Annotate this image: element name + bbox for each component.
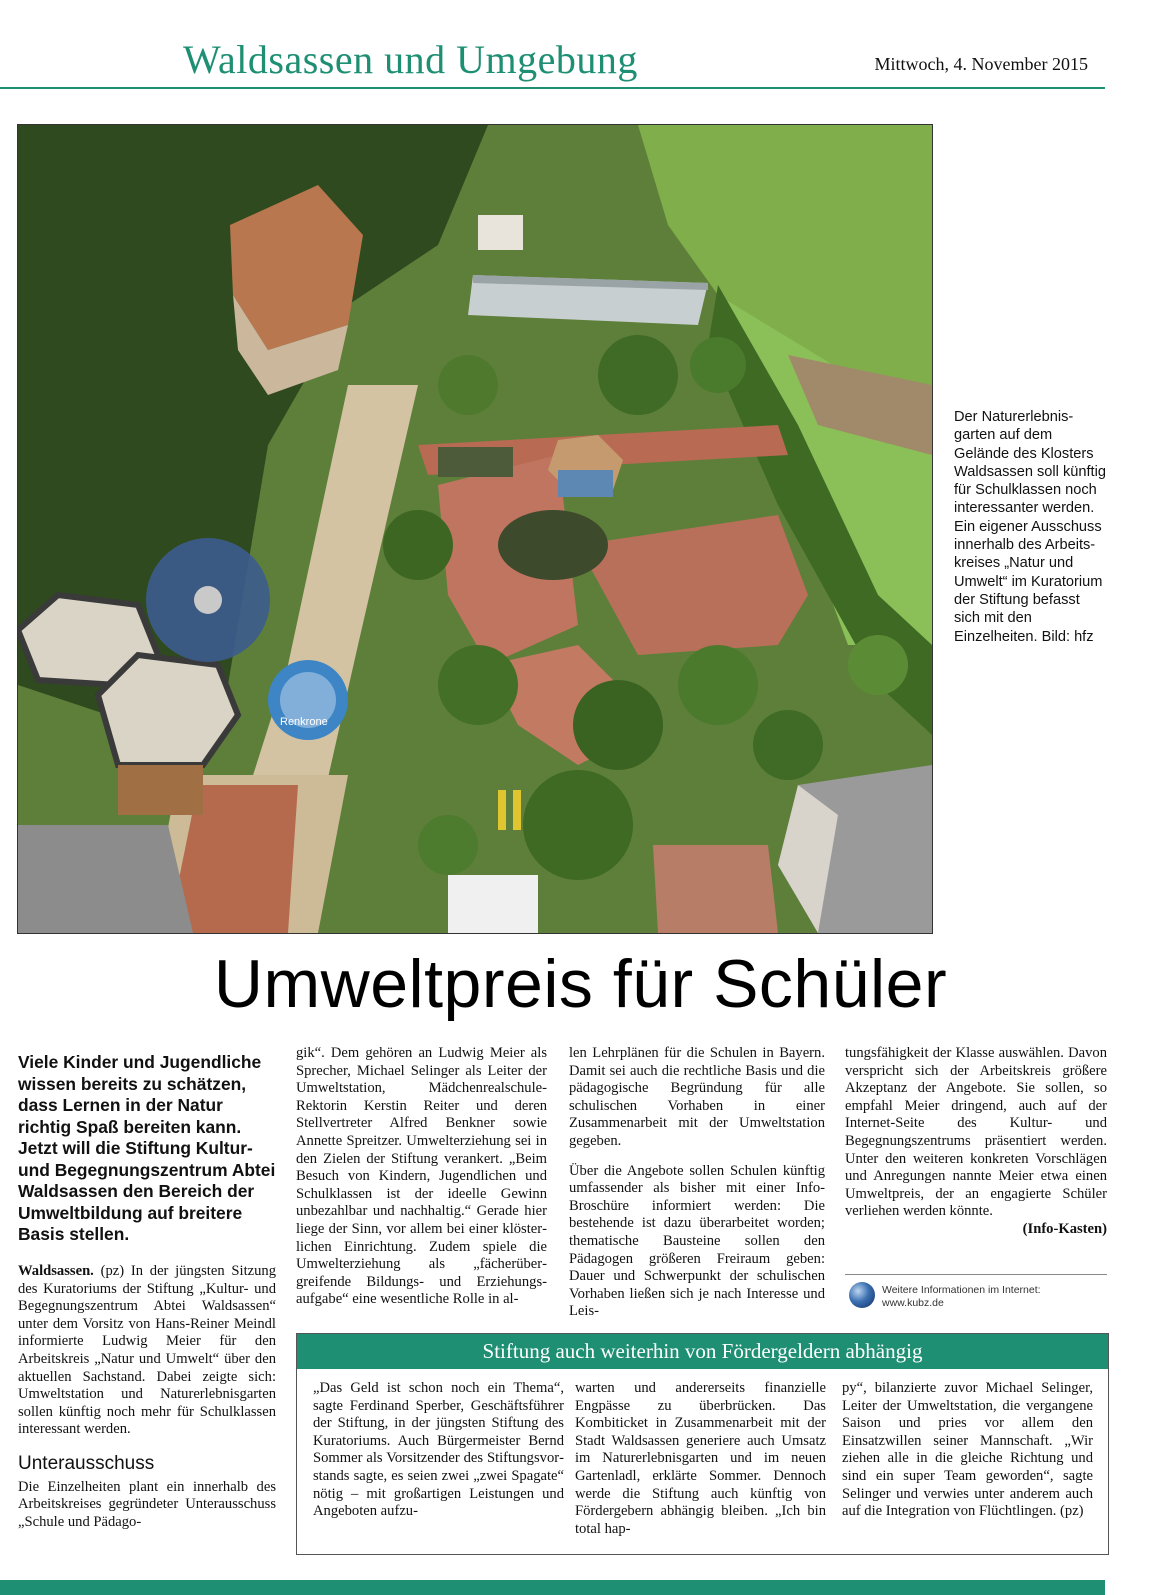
section-title: Waldsassen und Umgebung (183, 37, 638, 82)
subheading: Unterausschuss (18, 1452, 155, 1474)
web-info-url[interactable]: www.kubz.de (882, 1297, 944, 1309)
info-box-reference: (Info-Kasten) (1022, 1220, 1107, 1237)
article-lead: Viele Kinder und Jugendliche wissen bereits zu schätzen, dass Lernen in der Natur richtig Spaß bereiten kann. Jetzt will die Stiftung Kultur- und Begegnungszentrum Abtei Waldsassen den Bereich der Umweltbildung auf breitere Basis stellen. (18, 1052, 276, 1244)
dateline: Waldsassen. (18, 1263, 94, 1279)
article-column-4 (845, 1045, 1107, 1239)
info-box-column-3: py“, bilanzierte zuvor Michael Selinger, Leiter der Umweltstation, die vergangene Saison und pries vor allem den Einsatzwillen seiner Mannschaft. „Wir ziehen alle in die gleiche Richtung und sind ein super Team geworden“, sagte Selinger und verwies unter anderem auch auf die Integration von Flüchtlingen. (pz) (842, 1380, 1093, 1520)
paragraph: len Lehrplänen für die Schulen in Bayern. Damit sei auch die rechtliche Basis und die pädagogische Begründung für alle schulischen Vorhaben in einer Zusammenarbeit mit der Umweltstation gegeben. (569, 1045, 825, 1149)
article-column-1 (18, 1263, 276, 1531)
paragraph: Die Einzelheiten plant ein innerhalb des Arbeitskreises gegründeter Unterausschuss „Schule und Pädago- (18, 1478, 276, 1530)
issue-date: Mittwoch, 4. November 2015 (874, 54, 1088, 74)
paragraph: tungsfähigkeit der Klasse auswählen. Davon verspricht sich der Arbeitskreis größere Akzeptanz der Angebote. Sie sollen, so empfahl Meier dringend, auch auf der Internet-Seite des Kultur- und Begegnungszentrums präsentiert werden. Unter den weiteren konkreten Vorschlägen und Anregungen nannte Meier etwa einen Umweltpreis, der an engagierte Schüler verliehen werden könnte. (845, 1045, 1107, 1220)
globe-icon (849, 1282, 875, 1308)
paragraph-text: (pz) In der jüngsten Sitzung des Kuratoriums der Stiftung „Kultur- und Begegnungszentrum Abtei Waldsassen“ unter dem Vorsitz von Hans-Reiner Meindl informierte Ludwig Meier für den Arbeitskreis „Natur und Umwelt“ über den aktuellen Sachstand. Dabei zeigte sich: Umweltstation und Naturerlebnisgarten sollen künftig noch mehr für Schulklassen interessant werden. (18, 1263, 276, 1438)
umbrella-sign: Renkrone (280, 716, 328, 728)
header-divider (0, 87, 1105, 89)
paragraph: Über die Angebote sollen Schulen künftig umfassender als bisher mit einer Info-Broschüre informiert werden: Die bestehende ist dazu überarbeitet worden; thematische Bausteine sollen den Pädagogen größeren Freiraum geben: Dauer und Schwerpunkt der schulischen Vorhaben ließen sich je nach Interesse und Leis- (569, 1162, 825, 1320)
info-box-column-2: warten und andererseits finanzielle Engpässe zu überbrücken. Das Kombiticket in Zusammenarbeit mit der Stadt Waldsassen generiere auch Umsatz im Naturerlebnisgarten und im neuen Gartenladl, erklärte Sommer. Dennoch werde die Stiftung auch künftig von Fördergebern abhängig bleiben. „Ich bin total hap- (575, 1380, 826, 1537)
info-box (296, 1333, 1109, 1555)
web-info (882, 1284, 1041, 1310)
web-info-label: Weitere Informationen im Internet: (882, 1284, 1041, 1296)
article-headline: Umweltpreis für Schüler (213, 946, 948, 1022)
paragraph (18, 1263, 276, 1439)
photo-caption: Der Naturerlebnisgarten auf dem Gelände des Klosters Waldsassen soll künftig für Schulklassen noch interessanter werden. Ein eigener Ausschuss innerhalb des Arbeitskreises „Natur und Umwelt“ im Kuratorium der Stiftung befasst sich mit den Einzelheiten. Bild: hfz (954, 409, 1106, 645)
info-box-title: Stiftung auch weiterhin von Fördergeldern abhängig (297, 1334, 1108, 1369)
article-column-2 (296, 1045, 547, 1309)
info-divider (845, 1274, 1107, 1275)
footer-bar (0, 1580, 1105, 1595)
aerial-garden-photo (17, 124, 933, 934)
paragraph: gik“. Dem gehören an Ludwig Meier als Sprecher, Michael Selinger als Leiter der Umweltstation, Mädchenrealschule-Rektorin Kerstin Reiter und deren Stellvertreter Alfred Benkner sowie Annette Spreitzer. Umwelterziehung sei in den Zielen der Stiftung verankert. „Beim Besuch von Kindern, Jugendlichen und Schulklassen ist der ideelle Gewinn unbezahlbar und nachhaltig.“ Gerade hier liege der Sinn, vor allem bei einer klösterlichen Einrichtung. Zudem spiele die Umwelterziehung als „fächerübergreifende Bildungs- und Erziehungsaufgabe“ eine wesentliche Rolle in al- (296, 1045, 547, 1308)
info-box-column-1: „Das Geld ist schon noch ein Thema“, sagte Ferdinand Sperber, Geschäftsführer der Stiftung, in der jüngsten Stiftung des Kuratoriums. Auch Bürgermeister Bernd Sommer als Vorsitzender des Stiftungsvorstands sagte, es seien zwei „zwei Spagate“ nötig – mit großartigen Leistungen und Angeboten aufzu- (313, 1380, 564, 1520)
article-column-3 (569, 1045, 825, 1321)
